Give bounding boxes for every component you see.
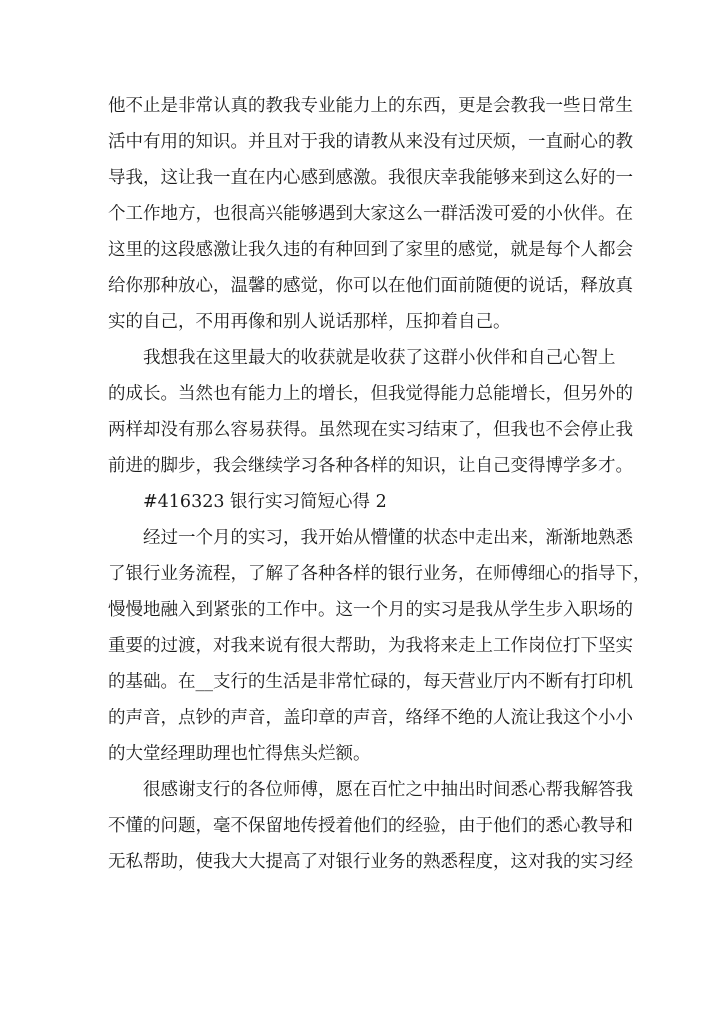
paragraph-3-line-1: 经过一个月的实习，我开始从懵懂的状态中走出来，渐渐地熟悉 <box>143 528 633 548</box>
paragraph-3-line-7: 的大堂经理助理也忙得焦头烂额。 <box>108 744 371 764</box>
paragraph-3-line-6: 的声音，点钞的声音，盖印章的声音，络绎不绝的人流让我这个小小 <box>108 708 633 728</box>
paragraph-2-line-3: 两样却没有那么容易获得。虽然现在实习结束了，但我也不会停止我 <box>108 420 633 440</box>
paragraph-1-line-5: 这里的这段感激让我久违的有种回到了家里的感觉，就是每个人都会 <box>108 240 633 260</box>
paragraph-1-line-2: 活中有用的知识。并且对于我的请教从来没有过厌烦，一直耐心的教 <box>108 132 633 152</box>
section-heading: #416323 银行实习简短心得 2 <box>143 492 387 512</box>
paragraph-1-line-7: 实的自己，不用再像和别人说话那样，压抑着自己。 <box>108 312 511 332</box>
paragraph-3-line-4: 重要的过渡，对我来说有很大帮助，为我将来走上工作岗位打下坚实 <box>108 636 633 656</box>
paragraph-4-line-3: 无私帮助，使我大大提高了对银行业务的熟悉程度，这对我的实习经 <box>108 852 633 872</box>
paragraph-4-line-2: 不懂的问题，毫不保留地传授着他们的经验，由于他们的悉心教导和 <box>108 816 633 836</box>
paragraph-2-line-1: 我想我在这里最大的收获就是收获了这群小伙伴和自己心智上 <box>143 348 616 368</box>
paragraph-1-line-6: 给你那种放心，温馨的感觉，你可以在他们面前随便的说话，释放真 <box>108 276 633 296</box>
paragraph-1-line-1: 他不止是非常认真的教我专业能力上的东西，更是会教我一些日常生 <box>108 96 633 116</box>
paragraph-2-line-2: 的成长。当然也有能力上的增长，但我觉得能力总能增长，但另外的 <box>108 384 633 404</box>
paragraph-3-line-2: 了银行业务流程，了解了各种各样的银行业务，在师傅细心的指导下， <box>108 564 651 584</box>
paragraph-2-line-4: 前进的脚步，我会继续学习各种各样的知识，让自己变得博学多才。 <box>108 456 633 476</box>
paragraph-1-line-4: 个工作地方，也很高兴能够遇到大家这么一群活泼可爱的小伙伴。在 <box>108 204 633 224</box>
paragraph-1-line-3: 导我，这让我一直在内心感到感激。我很庆幸我能够来到这么好的一 <box>108 168 633 188</box>
paragraph-3-line-5: 的基础。在__支行的生活是非常忙碌的，每天营业厅内不断有打印机 <box>108 672 633 692</box>
paragraph-3-line-3: 慢慢地融入到紧张的工作中。这一个月的实习是我从学生步入职场的 <box>108 600 633 620</box>
document-body <box>108 88 651 880</box>
paragraph-4-line-1: 很感谢支行的各位师傅，愿在百忙之中抽出时间悉心帮我解答我 <box>143 780 633 800</box>
